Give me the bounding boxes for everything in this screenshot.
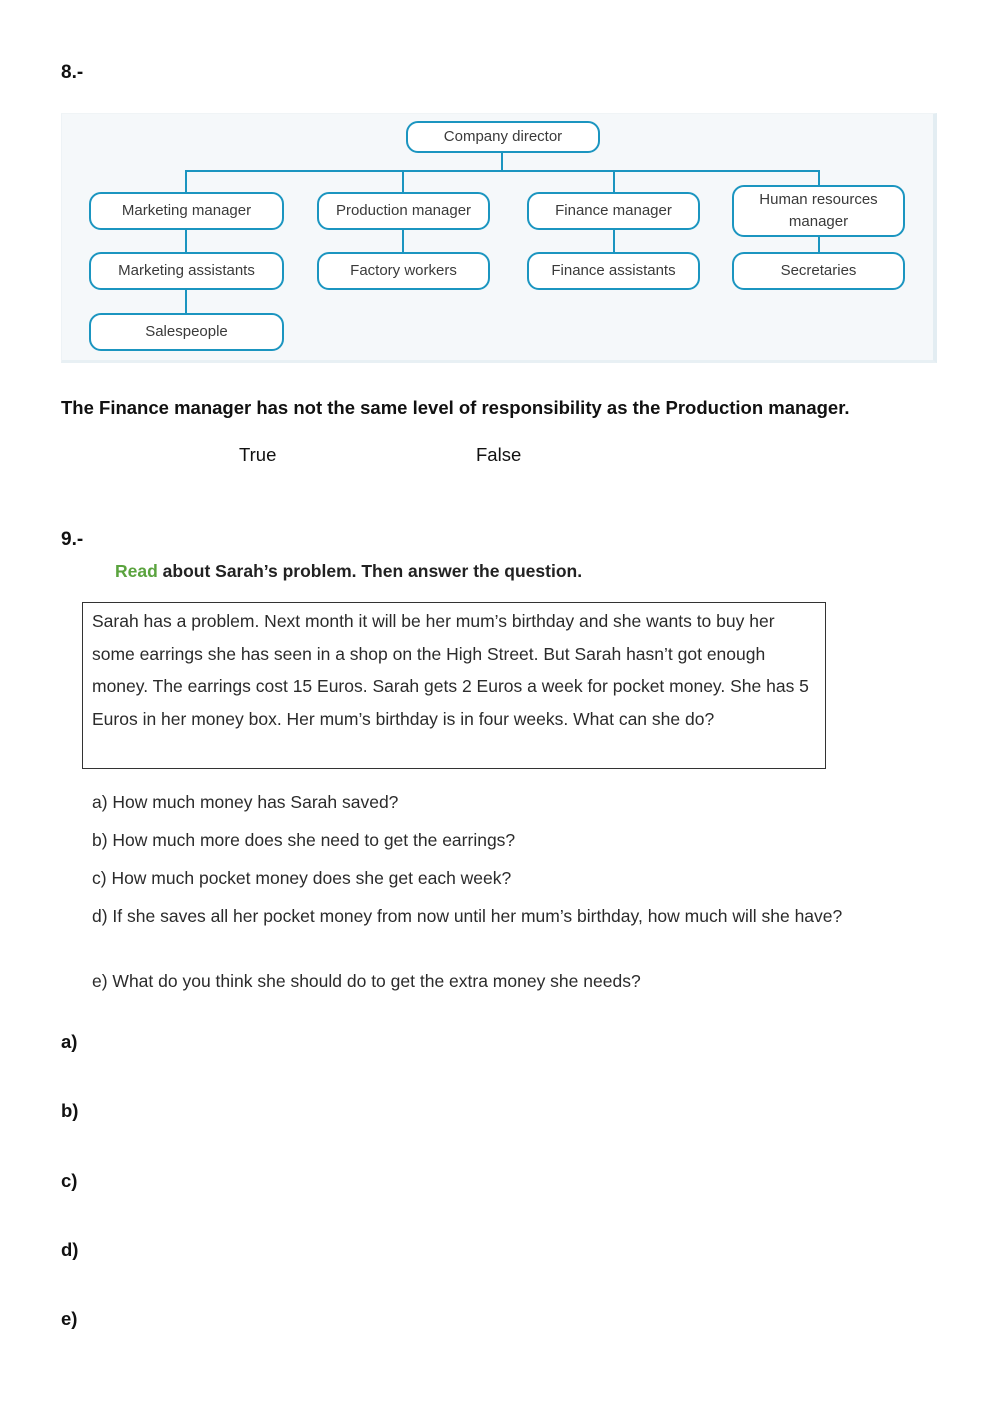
question-e: e) What do you think she should do to get the extra money she needs? xyxy=(92,971,641,991)
node-finance-manager: Finance manager xyxy=(527,192,700,230)
node-salespeople: Salespeople xyxy=(89,313,284,351)
node-production-manager: Production manager xyxy=(317,192,490,230)
question-9-instruction xyxy=(115,561,582,582)
node-marketing-assistants: Marketing assistants xyxy=(89,252,284,290)
connector-line xyxy=(818,235,820,253)
question-b: b) How much more does she need to get the earrings? xyxy=(92,830,516,850)
node-company-director: Company director xyxy=(406,121,600,153)
node-factory-workers: Factory workers xyxy=(317,252,490,290)
connector-line xyxy=(185,170,187,193)
connector-line xyxy=(402,229,404,253)
node-finance-assistants: Finance assistants xyxy=(527,252,700,290)
answer-label-d: d) xyxy=(61,1239,79,1260)
question-c: c) How much pocket money does she get each week? xyxy=(92,868,512,888)
question-8-number: 8.- xyxy=(61,62,84,83)
connector-line xyxy=(402,170,404,193)
answer-label-c: c) xyxy=(61,1170,78,1191)
connector-line xyxy=(185,289,187,314)
option-false[interactable]: False xyxy=(476,444,522,465)
connector-line xyxy=(185,170,820,172)
question-a: a) How much money has Sarah saved? xyxy=(92,792,399,812)
org-chart xyxy=(61,113,937,363)
connector-line xyxy=(613,170,615,193)
question-9-number: 9.- xyxy=(61,529,84,550)
node-secretaries: Secretaries xyxy=(732,252,905,290)
instruction-highlight: Read xyxy=(115,561,158,581)
connector-line xyxy=(501,151,503,171)
node-marketing-manager: Marketing manager xyxy=(89,192,284,230)
connector-line xyxy=(613,229,615,253)
node-hr-manager: Human resources manager xyxy=(732,185,905,237)
question-8-statement: The Finance manager has not the same level of responsibility as the Production manager. xyxy=(61,397,850,418)
story-box: Sarah has a problem. Next month it will be her mum’s birthday and she wants to buy her some earrings she has seen in a shop on the High Street. But Sarah hasn’t got enough money. The earrings cost 15 Euros. Sarah gets 2 Euros a week for pocket money. She has 5 Euros in her money box. Her mum’s birthday is in four weeks. What can she do? xyxy=(82,602,826,769)
answer-label-e: e) xyxy=(61,1308,78,1329)
connector-line xyxy=(185,229,187,253)
question-d: d) If she saves all her pocket money from now until her mum’s birthday, how much will she have? xyxy=(92,906,843,926)
instruction-text: about Sarah’s problem. Then answer the question. xyxy=(157,561,583,581)
option-true[interactable]: True xyxy=(239,444,277,465)
answer-label-b: b) xyxy=(61,1100,79,1121)
answer-label-a: a) xyxy=(61,1031,78,1052)
